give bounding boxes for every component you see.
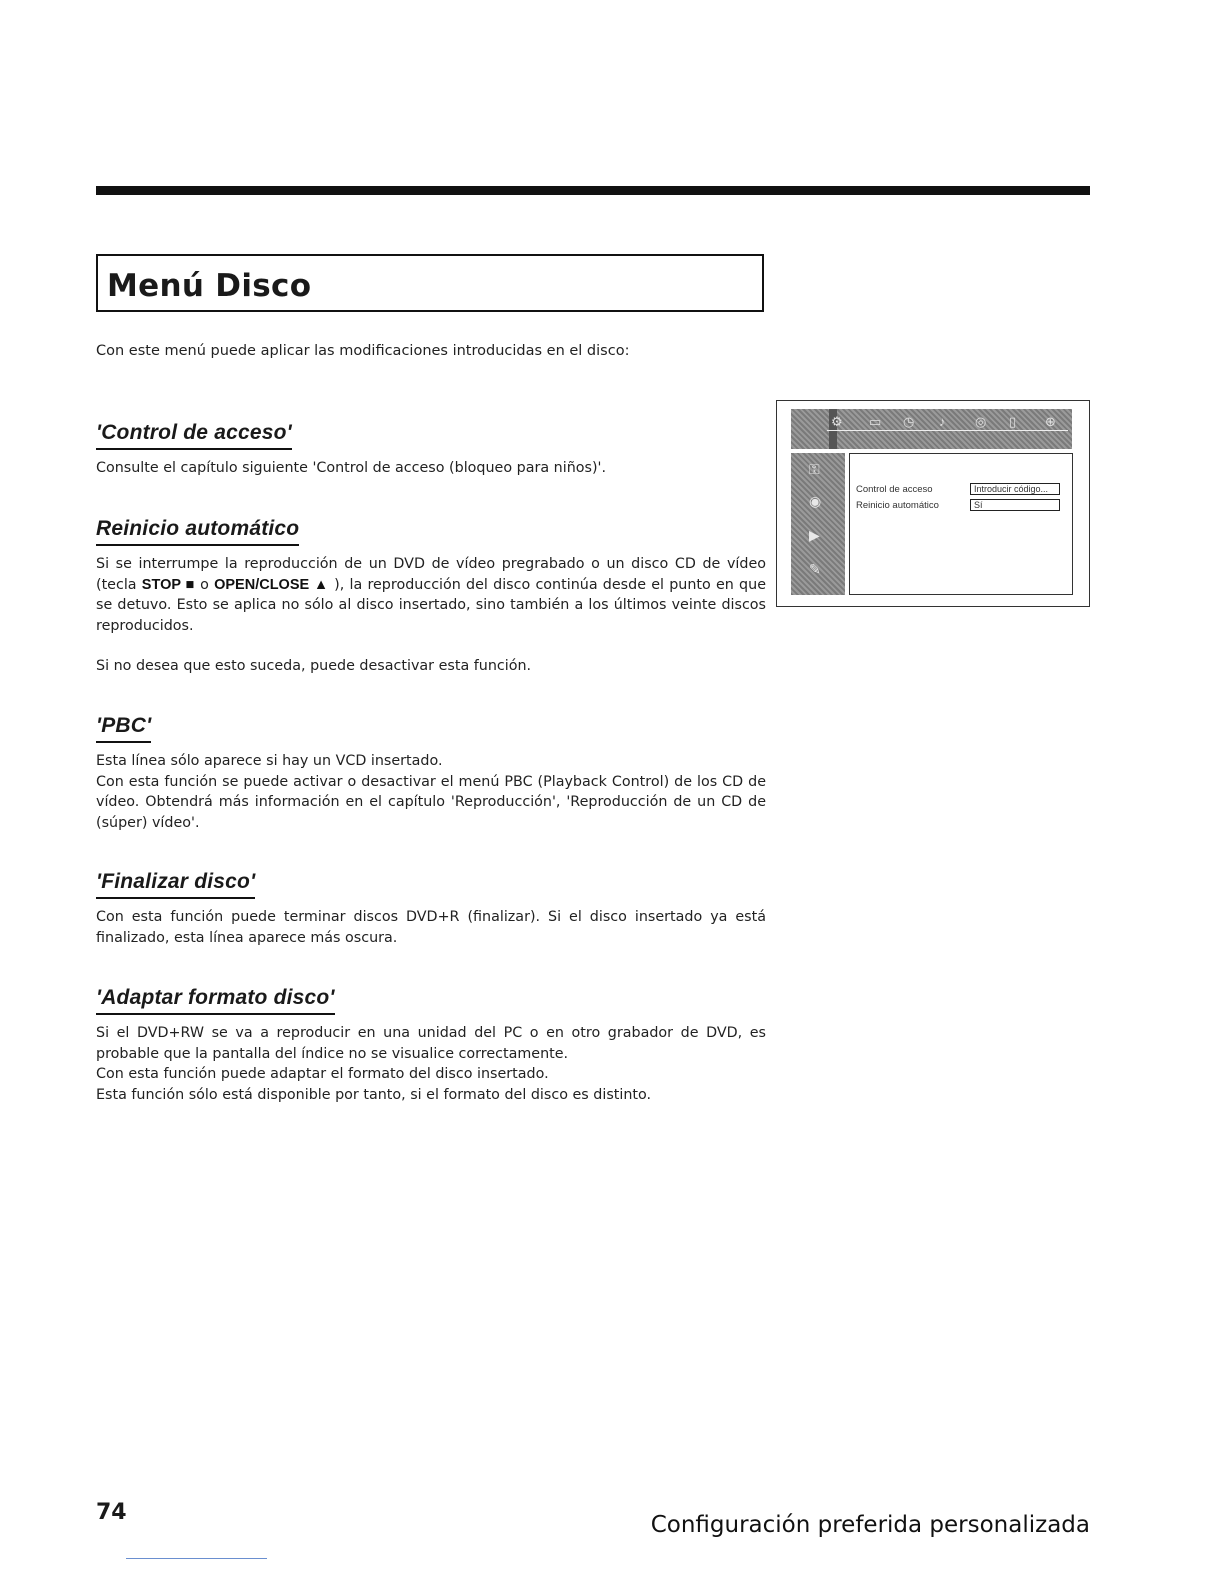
settings-icon: ⚙: [831, 414, 843, 429]
text-adaptar-3: Esta función sólo está disponible por tanto, si el formato del disco es distinto.: [96, 1086, 652, 1103]
page-title: Menú Disco: [107, 268, 312, 304]
page-number: 74: [96, 1500, 127, 1525]
screen-bar-line: [827, 430, 1068, 431]
heading-adaptar: 'Adaptar formato disco': [96, 986, 335, 1015]
text-reinicio: [96, 554, 766, 636]
screen-row-label: Reinicio automático: [856, 500, 939, 511]
text-control-acceso: Consulte el capítulo siguiente 'Control de acceso (bloqueo para niños)'.: [96, 460, 607, 476]
footer-link-line: [126, 1558, 267, 1559]
screen-row-value: Sí: [970, 499, 1060, 511]
heading-pbc: 'PBC': [96, 714, 151, 743]
text-reinicio-b: ), la reproducción del disco continúa desde el punto en que se detuvo. Esto se aplica no sólo al disco insertado, sino también a los últimos veinte discos reproducidos.: [96, 576, 766, 634]
section-reinicio: [96, 517, 766, 677]
sound-icon: ♪: [939, 414, 946, 429]
section-control-acceso: [96, 421, 766, 479]
text-reinicio-2: Si no desea que esto suceda, puede desactivar esta función.: [96, 658, 532, 674]
text-reinicio-o: o: [194, 576, 215, 593]
screen-row-label: Control de acceso: [856, 484, 933, 495]
pen-icon: ✎: [809, 561, 821, 577]
disc-side-icon: ◉: [809, 493, 822, 509]
text-pbc-2: Con esta función se puede activar o desactivar el menú PBC (Playback Control) de los CD de vídeo. Obtendrá más información en el capítulo 'Reproducción', 'Reproducción de un CD de (súper) vídeo'.: [96, 773, 766, 831]
heading-control-acceso: 'Control de acceso': [96, 421, 292, 450]
text-finalizar: Con esta función puede terminar discos DVD+R (finalizar). Si el disco insertado ya está finalizado, esta línea aparece más oscura.: [96, 909, 766, 946]
text-adaptar-2: Con esta función puede adaptar el formato del disco insertado.: [96, 1066, 549, 1082]
lock-icon: ⚿: [809, 461, 820, 477]
key-stop: STOP ■: [141, 576, 195, 593]
key-open-close: OPEN/CLOSE ▲: [214, 576, 329, 593]
section-pbc: [96, 714, 766, 833]
menu-screen-figure: [776, 400, 1090, 607]
zoom-icon: ⊕: [1045, 414, 1056, 429]
text-pbc-1: Esta línea sólo aparece si hay un VCD insertado.: [96, 753, 443, 769]
screen-settings-panel: [849, 453, 1073, 595]
section-finalizar: [96, 870, 766, 948]
heading-finalizar: 'Finalizar disco': [96, 870, 255, 899]
title-box: [96, 254, 764, 312]
text-adaptar-1: Si el DVD+RW se va a reproducir en una unidad del PC o en otro grabador de DVD, es probable que la pantalla del índice no se visualice correctamente.: [96, 1025, 766, 1062]
screen-side-menu: [791, 453, 845, 595]
top-rule: [96, 186, 1090, 195]
footer-chapter-title: Configuración preferida personalizada: [650, 1512, 1090, 1538]
heading-reinicio: Reinicio automático: [96, 517, 299, 546]
remote-icon: ▯: [1009, 414, 1017, 429]
section-adaptar: [96, 986, 766, 1105]
screen-top-menu-bar: [791, 409, 1072, 449]
intro-text: Con este menú puede aplicar las modificaciones introducidas en el disco:: [96, 343, 630, 359]
disc-icon: ◎: [975, 414, 987, 429]
play-icon: ▶: [809, 527, 820, 543]
tv-icon: ▭: [869, 414, 882, 429]
screen-row-value: Introducir código...: [970, 483, 1060, 495]
clock-icon: ◷: [903, 414, 915, 429]
text-reinicio-a: Si se interrumpe la reproducción de un DVD de vídeo pregrabado o un disco CD de vídeo (tecla: [96, 556, 766, 593]
